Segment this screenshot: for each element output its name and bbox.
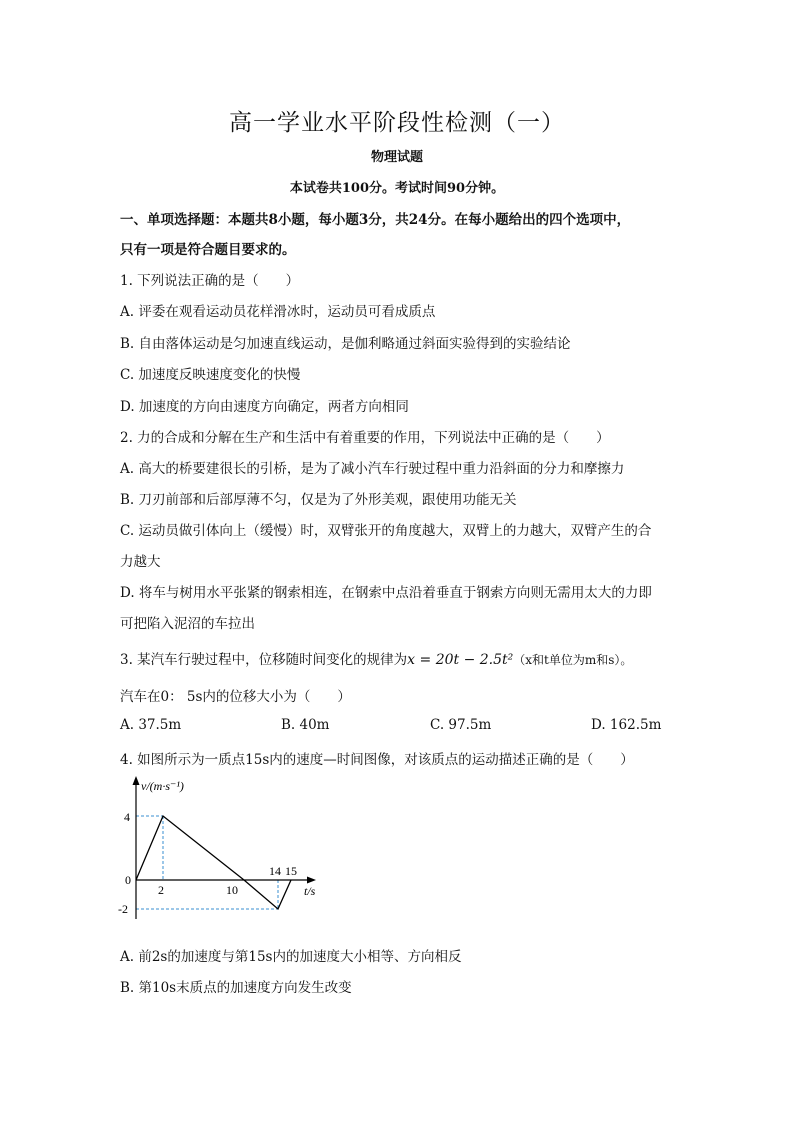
q2-option-d-line2: 可把陷入泥沼的车拉出 [120,616,255,632]
q3-option-b: B. 40m [281,717,330,733]
q3-option-a: A. 37.5m [120,717,182,733]
y-tick-neg2: -2 [118,902,128,916]
q1-option-d: D. 加速度的方向由速度方向确定，两者方向相同 [120,399,409,415]
velocity-time-graph [108,774,338,926]
q4-stem: 4. 如图所示为一质点15s内的速度—时间图像，对该质点的运动描述正确的是（ ） [120,752,634,768]
section-heading-line1: 一、单项选择题：本题共8小题，每小题3分，共24分。在每小题给出的四个选项中， [120,212,631,228]
y-axis-label: v/(m·s⁻¹) [141,779,184,793]
q1-stem: 1. 下列说法正确的是（ ） [120,273,300,289]
q2-option-c-line1: C. 运动员做引体向上（缓慢）时，双臂张开的角度越大，双臂上的力越大，双臂产生的合 [120,523,652,539]
x-axis-arrow [307,877,316,884]
q2-option-b: B. 刀刃前部和后部厚薄不匀，仅是为了外形美观，跟使用功能无关 [120,492,517,508]
exam-info: 本试卷共100分。考试时间90分钟。 [289,181,505,196]
x-tick-15: 15 [285,864,297,878]
x-tick-2: 2 [158,883,164,897]
q2-option-c-line2: 力越大 [120,554,161,570]
subject-title: 物理试题 [370,150,423,165]
q4-option-b: B. 第10s末质点的加速度方向发生改变 [120,980,352,996]
q1-option-a: A. 评委在观看运动员花样滑冰时，运动员可看成质点 [120,304,436,320]
section-heading-line2: 只有一项是符合题目要求的。 [120,242,296,258]
q2-stem: 2. 力的合成和分解在生产和生活中有着重要的作用，下列说法中正确的是（ ） [120,430,610,446]
x-tick-10: 10 [226,883,238,897]
x-axis-label: t/s [304,884,316,898]
q3-formula: x = 20t − 2.5t² [407,652,514,668]
x-tick-14: 14 [269,864,281,878]
y-tick-4: 4 [124,810,130,824]
q3-stem-line1 [120,648,632,668]
q3-option-c: C. 97.5m [430,717,492,733]
q2-option-a: A. 高大的桥要建很长的引桥，是为了减小汽车行驶过程中重力沿斜面的分力和摩擦力 [120,461,625,477]
page-title: 高一学业水平阶段性检测（一） [229,110,565,136]
q4-option-a: A. 前2s的加速度与第15s内的加速度大小相等、方向相反 [120,949,462,965]
q3-stem-line2: 汽车在0： 5s内的位移大小为（ ） [120,689,351,705]
q3-stem-pre: 3. 某汽车行驶过程中，位移随时间变化的规律为 [120,652,408,668]
origin-label: 0 [125,873,131,887]
q3-stem-post: （x和t单位为m和s）。 [513,653,633,667]
q1-option-b: B. 自由落体运动是匀加速直线运动，是伽利略通过斜面实验得到的实验结论 [120,336,571,352]
q1-option-c: C. 加速度反映速度变化的快慢 [120,367,301,383]
q2-option-d-line1: D. 将车与树用水平张紧的钢索相连，在钢索中点沿着垂直于钢索方向则无需用太大的力即 [120,585,652,601]
y-axis-arrow [133,776,140,785]
q3-option-d: D. 162.5m [591,717,662,733]
